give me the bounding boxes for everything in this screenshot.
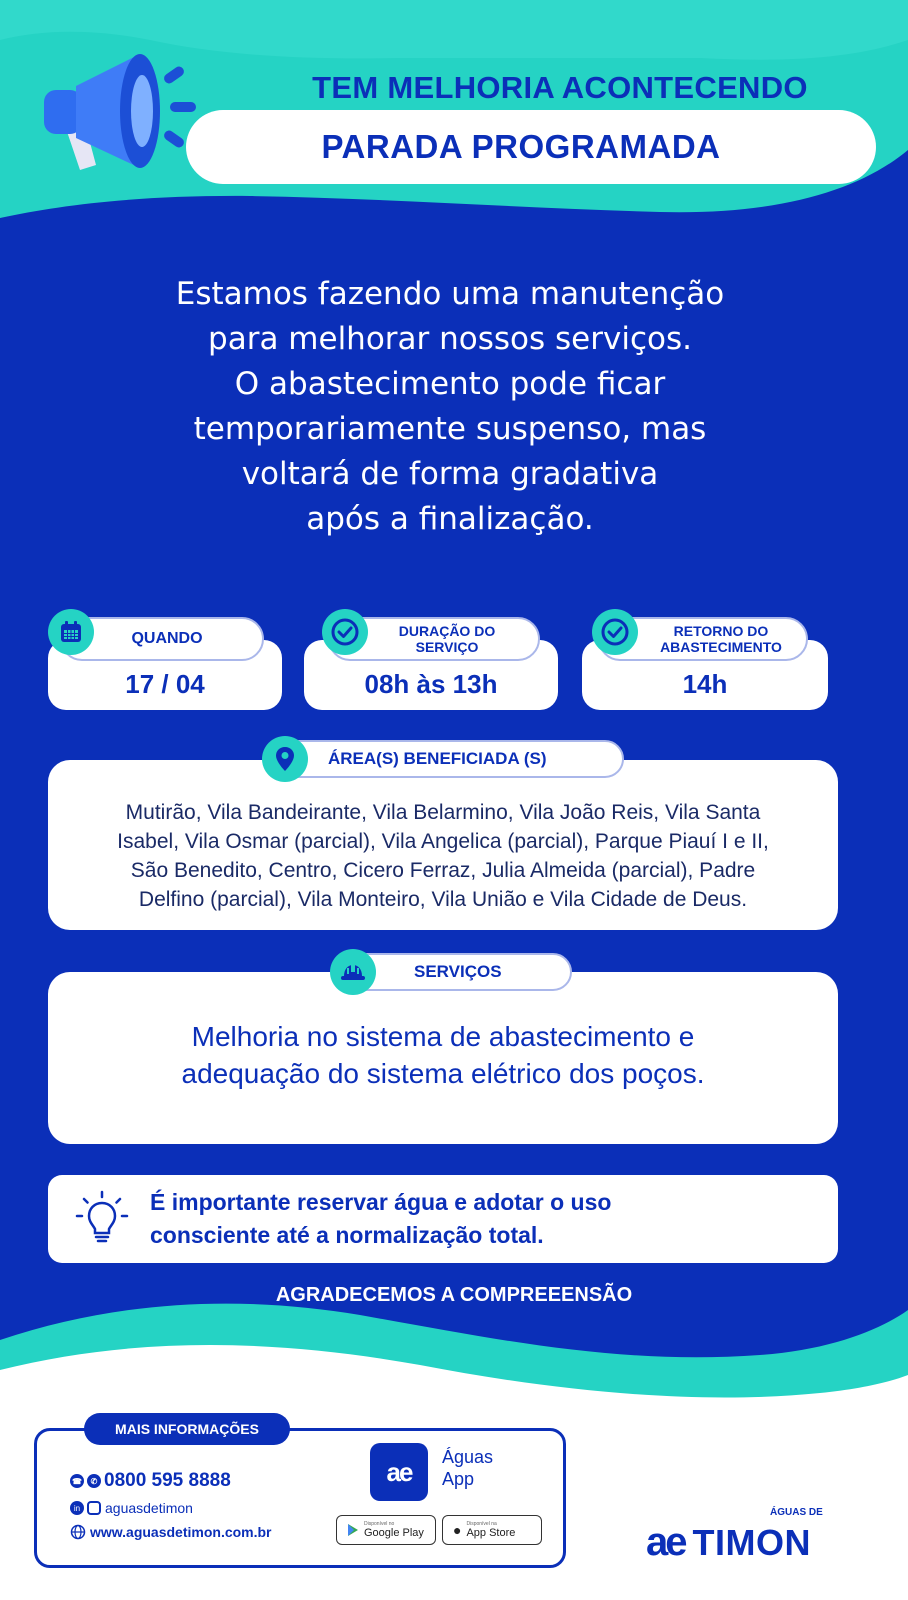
more-info-label: MAIS INFORMAÇÕES — [84, 1413, 290, 1445]
areas-tag — [280, 740, 624, 778]
areas-box — [48, 760, 838, 930]
services-line: Melhoria no sistema de abastecimento e — [191, 1021, 695, 1052]
google-play-small: Disponível no — [364, 1521, 395, 1527]
brand-logo — [646, 1520, 811, 1565]
when-value: 17 / 04 — [125, 669, 205, 699]
app-name — [442, 1446, 493, 1490]
check-circle-icon — [592, 609, 638, 655]
whatsapp-icon: ✆ — [87, 1474, 101, 1488]
phone-contact[interactable] — [70, 1470, 231, 1492]
apple-icon: ● — [453, 1522, 462, 1538]
areas-label: ÁREA(S) BENEFICIADA (S) — [328, 749, 547, 768]
brand-small-text: ÁGUAS DE — [770, 1507, 823, 1518]
linkedin-icon: in — [70, 1501, 84, 1515]
intro-line: para melhorar nossos serviços. — [208, 321, 692, 357]
megaphone-icon — [28, 40, 208, 180]
tip-box — [48, 1175, 838, 1263]
intro-text — [90, 272, 810, 542]
intro-line: O abastecimento pode ficar — [234, 366, 666, 402]
location-pin-icon — [262, 736, 308, 782]
tip-line1: É importante reservar água e adotar o uso — [150, 1189, 612, 1215]
intro-line: Estamos fazendo uma manutenção — [175, 276, 725, 312]
header-super-title: TEM MELHORIA ACONTECENDO — [312, 70, 808, 105]
social-handle: aguasdetimon — [105, 1500, 193, 1516]
hard-hat-icon — [330, 949, 376, 995]
return-value: 14h — [682, 669, 728, 699]
return-label-line1: RETORNO DO — [673, 623, 769, 639]
app-logo-mark: ae — [386, 1456, 412, 1487]
app-store-label: App Store — [466, 1527, 516, 1539]
services-tag — [348, 953, 572, 991]
instagram-icon — [87, 1501, 101, 1515]
phone-icon: ☎ — [70, 1474, 84, 1488]
services-label: SERVIÇOS — [414, 962, 502, 981]
duration-label-line2: SERVIÇO — [415, 639, 479, 655]
google-play-button[interactable] — [336, 1515, 436, 1545]
thanks-text: AGRADECEMOS A COMPREEENSÃO — [275, 1284, 633, 1306]
app-name-line2: App — [442, 1469, 475, 1489]
intro-line: voltará de forma gradativa — [241, 456, 659, 492]
globe-icon — [70, 1524, 86, 1540]
tip-line2: consciente até a normalização total. — [150, 1222, 544, 1248]
social-contact[interactable] — [70, 1500, 193, 1516]
when-label: QUANDO — [131, 630, 203, 647]
services-line: adequação do sistema elétrico dos poços. — [181, 1058, 705, 1089]
google-play-icon — [347, 1523, 359, 1537]
calendar-icon — [48, 609, 94, 655]
areas-line: Mutirão, Vila Bandeirante, Vila Belarmino, Vila João Reis, Vila Santa — [125, 801, 761, 824]
return-label-line2: ABASTECIMENTO — [660, 639, 782, 655]
page-title: PARADA PROGRAMADA — [321, 128, 721, 165]
website-contact[interactable] — [70, 1524, 272, 1540]
google-play-label: Google Play — [364, 1527, 424, 1539]
areas-line: Delfino (parcial), Vila Monteiro, Vila União e Vila Cidade de Deus. — [138, 888, 748, 911]
areas-line: São Benedito, Centro, Cicero Ferraz, Julia Almeida (parcial), Padre — [130, 859, 756, 882]
duration-value: 08h às 13h — [364, 669, 498, 699]
header-title-pill — [186, 110, 876, 184]
services-box — [48, 972, 838, 1144]
check-circle-icon — [322, 609, 368, 655]
website-url: www.aguasdetimon.com.br — [90, 1524, 272, 1540]
brand-mark: ae — [646, 1520, 685, 1564]
intro-line: temporariamente suspenso, mas — [193, 411, 707, 447]
app-name-line1: Águas — [442, 1447, 494, 1467]
aguas-app-logo[interactable] — [370, 1443, 428, 1501]
tip-text — [150, 1186, 611, 1252]
brand-name: TIMON — [692, 1521, 811, 1563]
intro-line: após a finalização. — [306, 501, 594, 537]
lightbulb-icon — [72, 1189, 132, 1249]
app-store-small: Disponível na — [466, 1521, 497, 1527]
duration-label-line1: DURAÇÃO DO — [398, 623, 496, 639]
app-store-button[interactable] — [442, 1515, 542, 1545]
phone-number: 0800 595 8888 — [104, 1470, 231, 1491]
areas-line: Isabel, Vila Osmar (parcial), Vila Angelica (parcial), Parque Piauí I e II, — [117, 830, 769, 853]
